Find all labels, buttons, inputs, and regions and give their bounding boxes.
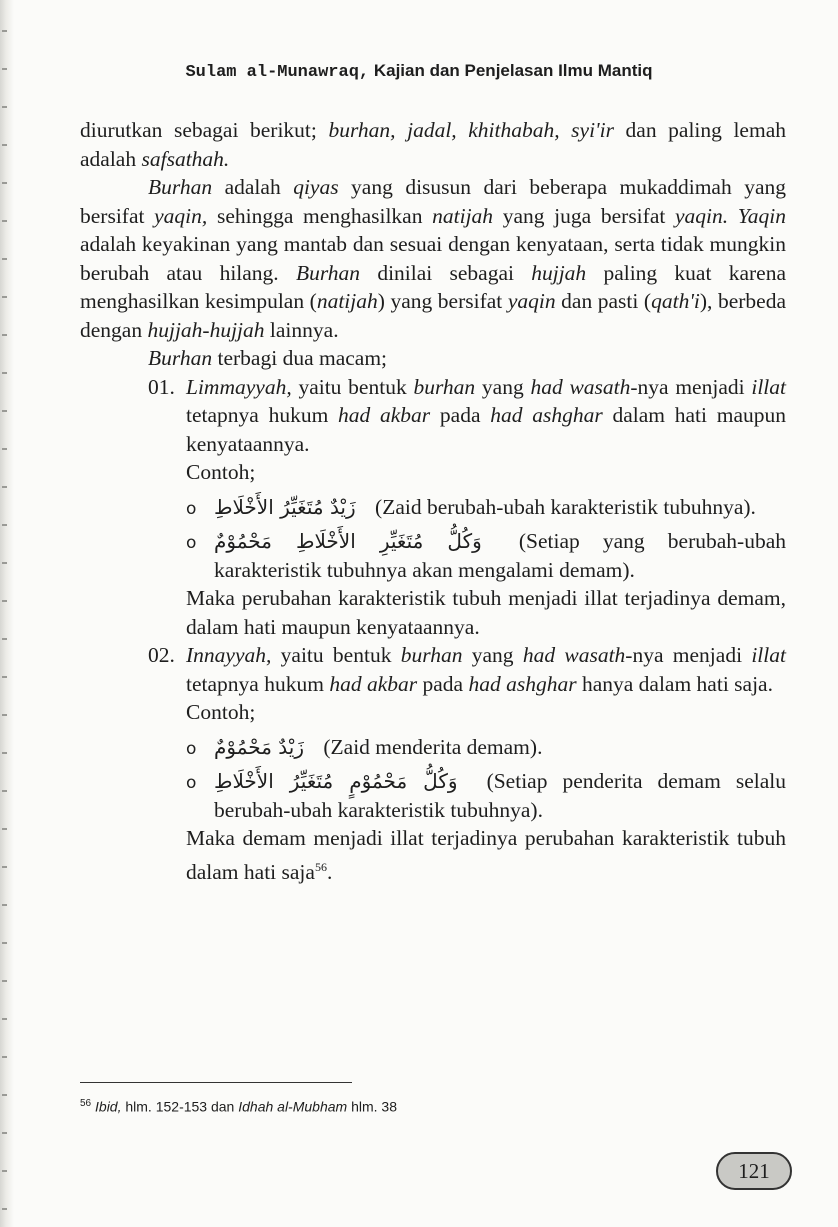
- list-item-2-text: [186, 641, 786, 698]
- paragraph-1: [80, 116, 786, 173]
- text-run: -nya menjadi: [630, 374, 752, 399]
- footnote-source-1: Ibid,: [95, 1098, 122, 1115]
- text-run: natijah: [316, 289, 378, 313]
- text-run: pada: [417, 671, 469, 696]
- page-number: 121: [716, 1152, 792, 1190]
- running-header: [0, 60, 838, 82]
- list-item-1-text: [186, 373, 786, 459]
- footnote-number: 56: [80, 1098, 92, 1109]
- text-run: adalah: [212, 175, 294, 199]
- list-number-1: 01.: [148, 374, 175, 399]
- example-heading-1: Contoh;: [186, 460, 256, 484]
- text-run: burhan: [413, 374, 476, 399]
- text-run: tetapnya hukum: [186, 403, 339, 427]
- arabic-text: زَيْدٌ مُتَغَيِّرُ الأَخْلَاطِ: [214, 494, 356, 519]
- bullet-icon: o: [186, 533, 197, 553]
- text-run: yaitu bentuk: [271, 643, 401, 667]
- text-run: yaqin: [507, 289, 556, 313]
- text-run: pada: [430, 403, 491, 427]
- text-run: Innayyah,: [186, 643, 272, 667]
- example-3-text: (Zaid menderita demam).: [323, 734, 543, 759]
- example-1: [80, 493, 786, 522]
- text-run: burhan: [400, 643, 463, 667]
- text-run: burhan, jadal, khithabah, syi'ir: [328, 118, 614, 142]
- text-run: qath'i: [651, 289, 700, 313]
- example-3: [80, 733, 786, 762]
- text-run: yaitu bentuk: [291, 374, 414, 399]
- paragraph-3: [80, 344, 786, 373]
- text-run: Burhan: [148, 175, 213, 199]
- text-run: illat: [751, 643, 786, 667]
- footnote-ref[interactable]: 56: [314, 859, 327, 874]
- text-run: lainnya.: [264, 317, 339, 342]
- text-run: had akbar: [329, 671, 418, 696]
- text-run: yang: [462, 643, 523, 667]
- text-run: ) yang bersifat: [377, 289, 508, 313]
- text-run: adalah keyakinan yang mantab dan sesuai dengan kenyataan, serta tidak mungkin berubah atau hilang.: [80, 232, 786, 285]
- conclusion-text: Maka demam menjadi illat terjadinya perubahan karakteristik tubuh dalam hati saja: [186, 826, 786, 884]
- text-run: had ashghar: [468, 671, 577, 696]
- text-run: had ashghar: [490, 403, 603, 427]
- text-run: hujjah-hujjah: [147, 317, 265, 342]
- text-run: dan paling lemah adalah: [80, 118, 786, 171]
- bullet-icon: o: [186, 738, 197, 759]
- text-run: yang juga bersifat: [493, 203, 675, 228]
- text-run: terbagi dua macam;: [212, 346, 388, 370]
- text-run: dinilai sebagai: [360, 260, 532, 285]
- text-run: -nya menjadi: [625, 643, 752, 667]
- arabic-text: وَكُلُّ مُتَغَيِّرِ الأَخْلَاطِ مَحْمُوْمٌ: [214, 529, 482, 553]
- arabic-text: وَكُلُّ مَحْمُوْمٍ مُتَغَيِّرُ الأَخْلَاطِ: [214, 769, 458, 793]
- text-run: hujjah: [531, 260, 587, 285]
- text-run: Limmayyah,: [186, 374, 292, 399]
- conclusion-period: .: [326, 859, 333, 884]
- text-run: diurutkan sebagai berikut;: [80, 118, 329, 142]
- footnote: [80, 1098, 397, 1115]
- header-title-rest: Kajian dan Penjelasan Ilmu Mantiq: [369, 61, 653, 80]
- text-run: hanya dalam hati saja.: [576, 671, 773, 696]
- book-gutter: [0, 0, 14, 1227]
- text-run: qiyas: [293, 175, 339, 199]
- text-run: ), berbeda dengan: [80, 289, 787, 342]
- text-run: safsathah.: [141, 146, 230, 171]
- footnote-pages-2: hlm. 38: [347, 1098, 397, 1115]
- bullet-icon: o: [186, 498, 197, 519]
- text-run: had akbar: [338, 403, 431, 427]
- footnote-source-2: Idhah al-Mubham: [238, 1098, 348, 1115]
- text-run: dalam hati maupun kenyataannya.: [186, 403, 786, 456]
- example-2: [80, 527, 786, 584]
- paragraph-2: [80, 173, 786, 344]
- list-item-2-conclusion: [80, 824, 786, 886]
- list-item-1-conclusion: Maka perubahan karakteristik tubuh menjadi illat terjadinya demam, dalam hati maupun kenyataannya.: [186, 586, 786, 639]
- text-run: had wasath: [522, 643, 626, 667]
- example-4: [80, 767, 786, 824]
- footnote-divider: [80, 1082, 352, 1083]
- text-run: sehingga menghasilkan: [207, 203, 433, 228]
- text-run: had wasath: [530, 374, 631, 399]
- text-run: Burhan: [295, 260, 361, 285]
- list-item-2: [80, 641, 786, 698]
- example-1-text: (Zaid berubah-ubah karakteristik tubuhnya).: [375, 494, 756, 519]
- arabic-text: زَيْدٌ مَحْمُوْمٌ: [214, 734, 304, 759]
- text-run: illat: [751, 374, 786, 399]
- page-body: [80, 116, 786, 886]
- header-title-latin: Sulam al-Munawraq,: [185, 63, 370, 82]
- text-run: yaqin,: [154, 203, 208, 228]
- text-run: Burhan: [148, 346, 213, 370]
- example-4-text: (Setiap penderita demam selalu berubah-ubah karakteristik tubuhnya).: [214, 769, 786, 822]
- bullet-icon: o: [186, 773, 197, 793]
- text-run: dan pasti (: [555, 289, 652, 313]
- list-item-1: [80, 373, 786, 459]
- example-heading-2: Contoh;: [186, 700, 256, 724]
- text-run: natijah: [432, 203, 494, 228]
- text-run: yang: [475, 374, 531, 399]
- list-number-2: 02.: [148, 643, 175, 667]
- example-2-text: (Setiap yang berubah-ubah karakteristik tubuhnya akan mengalami demam).: [214, 529, 786, 582]
- text-run: tetapnya hukum: [186, 671, 330, 696]
- text-run: paling kuat karena menghasilkan kesimpulan (: [80, 260, 786, 313]
- footnote-pages: hlm. 152-153 dan: [121, 1098, 239, 1115]
- text-run: yaqin. Yaqin: [675, 203, 787, 228]
- text-run: yang disusun dari beberapa mukaddimah yang bersifat: [80, 175, 786, 228]
